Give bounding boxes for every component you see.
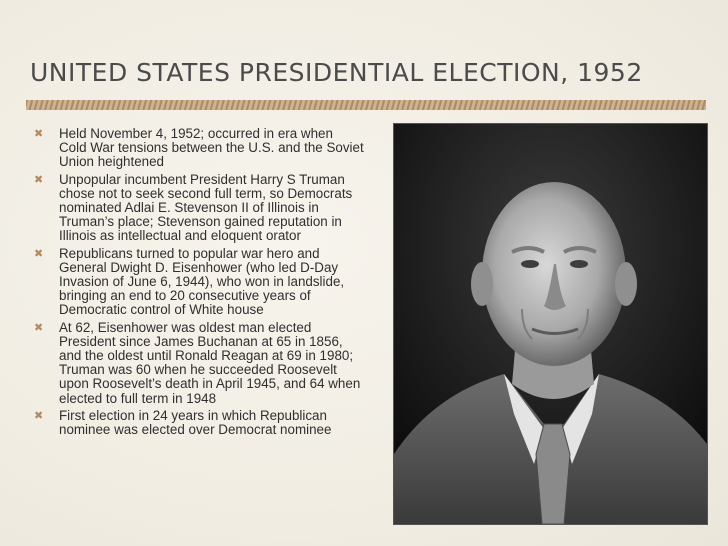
list-item bbox=[34, 247, 364, 318]
bullet-text: At 62, Eisenhower was oldest man elected President since James Buchanan at 65 in 1856, and the oldest until Ronald Reagan at 69 in 1980; Truman was 60 when he succeeded Roosevelt upon Roosevelt’s death in April 1945, and 64 when elected to full term in 1948 bbox=[59, 319, 361, 406]
portrait-photo bbox=[394, 124, 707, 524]
x-bullet-icon: ✖ bbox=[34, 247, 44, 260]
bullet-text: Republicans turned to popular war hero and General Dwight D. Eisenhower (who led D-Day Invasion of June 6, 1944), who won in landslide, bringing an end to 20 consecutive years of Democratic control of White house bbox=[59, 245, 345, 318]
title-divider bbox=[26, 100, 706, 110]
bullet-text: Held November 4, 1952; occurred in era when Cold War tensions between the U.S. and the Soviet Union heightened bbox=[59, 126, 364, 170]
x-bullet-icon: ✖ bbox=[34, 128, 44, 140]
list-item bbox=[34, 409, 364, 437]
list-item bbox=[34, 127, 364, 170]
slide-title: UNITED STATES PRESIDENTIAL ELECTION, 1952 bbox=[30, 58, 643, 87]
x-bullet-icon: ✖ bbox=[34, 409, 44, 422]
portrait-illustration bbox=[394, 124, 707, 524]
list-item bbox=[34, 173, 364, 244]
bullet-text: Unpopular incumbent President Harry S Truman chose not to seek second full term, so Democrats nominated Adlai E. Stevenson II of Illinois in Truman’s place; Stevenson gained reputation in Illinois as intellectual and eloquent orator bbox=[59, 171, 353, 244]
list-item bbox=[34, 321, 364, 406]
x-bullet-icon: ✖ bbox=[34, 321, 44, 334]
x-bullet-icon: ✖ bbox=[34, 173, 44, 186]
bullet-list bbox=[34, 127, 364, 440]
bullet-text: First election in 24 years in which Republican nominee was elected over Democrat nominee bbox=[59, 407, 332, 438]
